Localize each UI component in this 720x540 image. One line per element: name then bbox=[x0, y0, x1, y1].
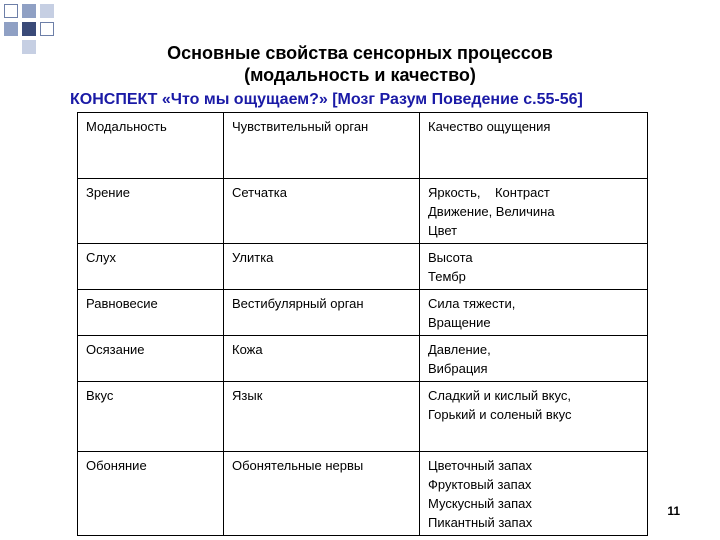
quality-line: Тембр bbox=[428, 269, 466, 284]
header-cell-quality: Качество ощущения bbox=[420, 113, 648, 179]
page-number: 11 bbox=[667, 504, 680, 518]
page-subtitle: КОНСПЕКТ «Что мы ощущаем?» [Мозг Разум Поведение с.55-56] bbox=[70, 91, 583, 108]
cell-organ: Кожа bbox=[224, 336, 420, 382]
table-row bbox=[78, 452, 648, 536]
title-line-1: Основные свойства сенсорных процессов bbox=[167, 43, 553, 63]
cell-modality: Обоняние bbox=[78, 452, 224, 536]
quality-line: Цветочный запах bbox=[428, 458, 533, 473]
cell-organ: Вестибулярный орган bbox=[224, 290, 420, 336]
cell-organ: Сетчатка bbox=[224, 179, 420, 244]
quality-line: Давление, bbox=[428, 342, 491, 357]
header-cell-modality: Модальность bbox=[78, 113, 224, 179]
quality-line: Мускусный запах bbox=[428, 496, 532, 511]
table-row bbox=[78, 382, 648, 452]
quality-line: Горький и соленый вкус bbox=[428, 407, 572, 422]
table-row bbox=[78, 244, 648, 290]
corner-square bbox=[4, 22, 18, 36]
cell-modality: Зрение bbox=[78, 179, 224, 244]
corner-square bbox=[4, 4, 18, 18]
table-row bbox=[78, 290, 648, 336]
header-cell-organ: Чувствительный орган bbox=[224, 113, 420, 179]
quality-line: Вращение bbox=[428, 315, 491, 330]
cell-quality bbox=[420, 336, 648, 382]
corner-square bbox=[22, 22, 36, 36]
corner-square bbox=[40, 22, 54, 36]
table-row bbox=[78, 336, 648, 382]
cell-modality: Слух bbox=[78, 244, 224, 290]
cell-quality bbox=[420, 290, 648, 336]
cell-organ: Язык bbox=[224, 382, 420, 452]
cell-modality: Осязание bbox=[78, 336, 224, 382]
cell-modality: Равновесие bbox=[78, 290, 224, 336]
title-line-2: (модальность и качество) bbox=[244, 65, 476, 85]
quality-line: Сладкий и кислый вкус, bbox=[428, 388, 571, 403]
cell-organ: Улитка bbox=[224, 244, 420, 290]
modality-table bbox=[77, 112, 648, 536]
page-title bbox=[0, 42, 720, 86]
table-row bbox=[78, 179, 648, 244]
table-header-row bbox=[78, 113, 648, 179]
corner-square bbox=[40, 4, 54, 18]
cell-modality: Вкус bbox=[78, 382, 224, 452]
cell-quality bbox=[420, 452, 648, 536]
quality-line: Цвет bbox=[428, 223, 458, 238]
quality-line: Вибрация bbox=[428, 361, 488, 376]
quality-line: Движение, Величина bbox=[428, 204, 555, 219]
quality-line: Высота bbox=[428, 250, 473, 265]
cell-quality bbox=[420, 382, 648, 452]
quality-line: Фруктовый запах bbox=[428, 477, 532, 492]
cell-organ: Обонятельные нервы bbox=[224, 452, 420, 536]
cell-quality bbox=[420, 244, 648, 290]
corner-square bbox=[22, 4, 36, 18]
quality-line: Яркость, Контраст bbox=[428, 185, 550, 200]
cell-quality bbox=[420, 179, 648, 244]
quality-line: Пикантный запах bbox=[428, 515, 533, 530]
quality-line: Сила тяжести, bbox=[428, 296, 516, 311]
